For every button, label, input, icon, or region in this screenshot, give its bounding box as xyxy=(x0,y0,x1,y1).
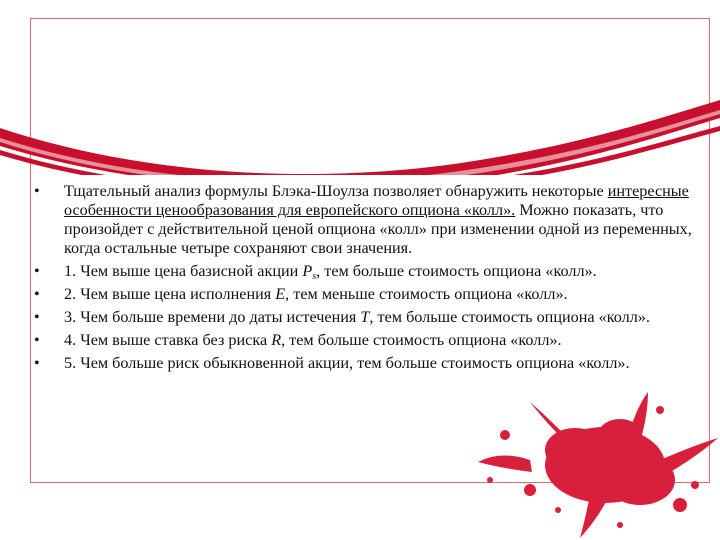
bullet-item xyxy=(34,285,694,304)
bullet-list xyxy=(34,182,694,377)
bullet-item xyxy=(34,262,694,281)
header-wave-decoration xyxy=(0,0,720,175)
variable-symbol: E xyxy=(275,285,286,303)
item-text: , тем больше стоимость опциона «колл». xyxy=(369,308,650,326)
bullet-item xyxy=(34,354,694,373)
bullet-item xyxy=(34,182,694,258)
variable-symbol: $P_s$ xyxy=(302,262,317,282)
bullet-marker: • xyxy=(34,262,40,280)
variable-symbol: T xyxy=(360,308,370,326)
item-text: 1. Чем выше цена базисной акции xyxy=(64,262,303,280)
item-text: Можно показать, что произойдет с действительной ценой опциона «колл» при изменении одной из переменных, когда остальные четыре сохраняют свои значения. xyxy=(64,201,692,257)
variable-symbol: R xyxy=(271,331,282,349)
item-text: 3. Чем больше времени до даты истечения xyxy=(64,308,361,326)
bullet-marker: • xyxy=(34,285,40,303)
bullet-marker: • xyxy=(34,182,40,200)
item-text: 4. Чем выше ставка без риска xyxy=(64,331,272,349)
ink-splash-decoration xyxy=(470,390,720,540)
bullet-marker: • xyxy=(34,354,40,372)
item-text: Тщательный анализ формулы Блэка-Шоулза позволяет обнаружить некоторые xyxy=(64,182,608,200)
item-text: 5. Чем больше риск обыкновенной акции, тем больше стоимость опциона «колл». xyxy=(64,354,630,372)
item-text: , тем меньше стоимость опциона «колл». xyxy=(285,285,568,303)
item-text: 2. Чем выше цена исполнения xyxy=(64,285,276,303)
bullet-marker: • xyxy=(34,331,40,349)
bullet-item xyxy=(34,308,694,327)
bullet-marker: • xyxy=(34,308,40,326)
item-text: , тем больше стоимость опциона «колл». xyxy=(281,331,562,349)
bullet-item xyxy=(34,331,694,350)
item-underlined-text: интересные особенности ценообразования для европейского опциона «колл». xyxy=(64,182,689,219)
item-text: , тем больше стоимость опциона «колл». xyxy=(316,262,597,280)
variable-subscript: s xyxy=(312,271,317,282)
